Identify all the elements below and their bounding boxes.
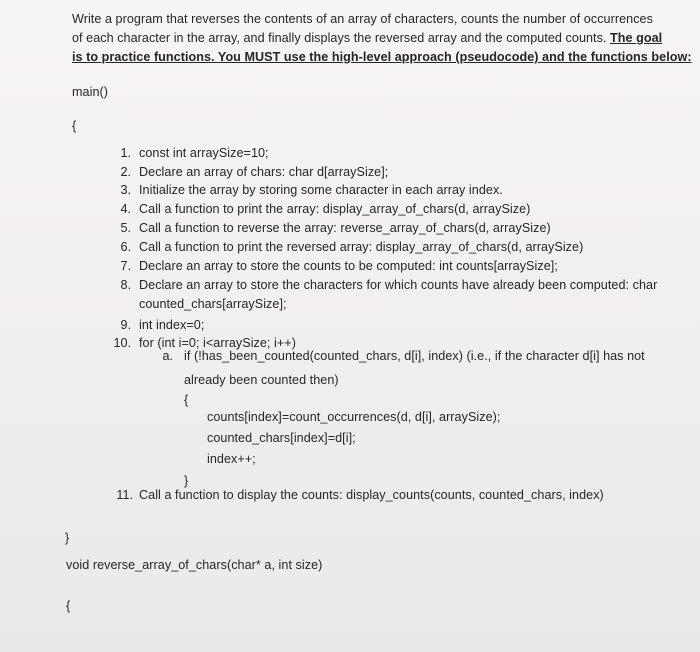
step-4-number: 4. [120,202,131,216]
main-signature: main() [72,85,108,99]
intro-line-2 [72,30,662,46]
sub-a-close-brace: } [184,474,189,488]
intro-line-1: Write a program that reverses the contents of an array of characters, counts the number of occurrences [72,12,653,26]
step-7-text: Declare an array to store the counts to be computed: int counts[arraySize]; [139,259,558,273]
intro-line-2-bold: The goal [610,31,663,45]
sub-a-label: a. [162,349,173,363]
main-open-brace: { [72,119,77,133]
sub-a-line-2: already been counted then) [184,373,339,387]
step-1-text: const int arraySize=10; [139,146,269,160]
step-5-number: 5. [120,221,131,235]
step-8-text: Declare an array to store the characters for which counts have already been computed: char [139,278,658,292]
sub-a-body-line-3: index++; [207,452,256,466]
sub-a-body-line-1: counts[index]=count_occurrences(d, d[i], arraySize); [207,410,501,424]
step-10-number: 10. [113,336,131,350]
sub-a-line-1: if (!has_been_counted(counted_chars, d[i], index) (i.e., if the character d[i] has not [184,349,645,363]
step-4-text: Call a function to print the array: display_array_of_chars(d, arraySize) [139,202,531,216]
step-2-number: 2. [120,165,131,179]
step-2-text: Declare an array of chars: char d[arraySize]; [139,165,389,179]
step-8-number: 8. [120,278,131,292]
step-10-text: for (int i=0; i<arraySize; i++) [139,336,296,350]
sub-a-body-line-2: counted_chars[index]=d[i]; [207,431,356,445]
reverse-open-brace: { [66,599,71,613]
intro-line-3: is to practice functions. You MUST use the high-level approach (pseudocode) and the functions below: [72,50,692,64]
step-11-text: Call a function to display the counts: display_counts(counts, counted_chars, index) [139,488,604,502]
step-6-text: Call a function to print the reversed array: display_array_of_chars(d, arraySize) [139,240,584,254]
sub-a-open-brace: { [184,393,189,407]
step-8-continuation: counted_chars[arraySize]; [139,297,287,311]
step-1-number: 1. [120,146,131,160]
step-5-text: Call a function to reverse the array: reverse_array_of_chars(d, arraySize) [139,221,551,235]
intro-line-2-plain: of each character in the array, and finally displays the reversed array and the computed counts. [72,31,611,45]
main-close-brace: } [65,531,70,545]
step-9-number: 9. [120,318,131,332]
step-7-number: 7. [120,259,131,273]
step-3-number: 3. [120,183,131,197]
step-6-number: 6. [120,240,131,254]
step-11-number: 11. [116,488,133,502]
reverse-function-signature: void reverse_array_of_chars(char* a, int size) [66,558,323,572]
step-9-text: int index=0; [139,318,205,332]
step-3-text: Initialize the array by storing some character in each array index. [139,183,503,197]
